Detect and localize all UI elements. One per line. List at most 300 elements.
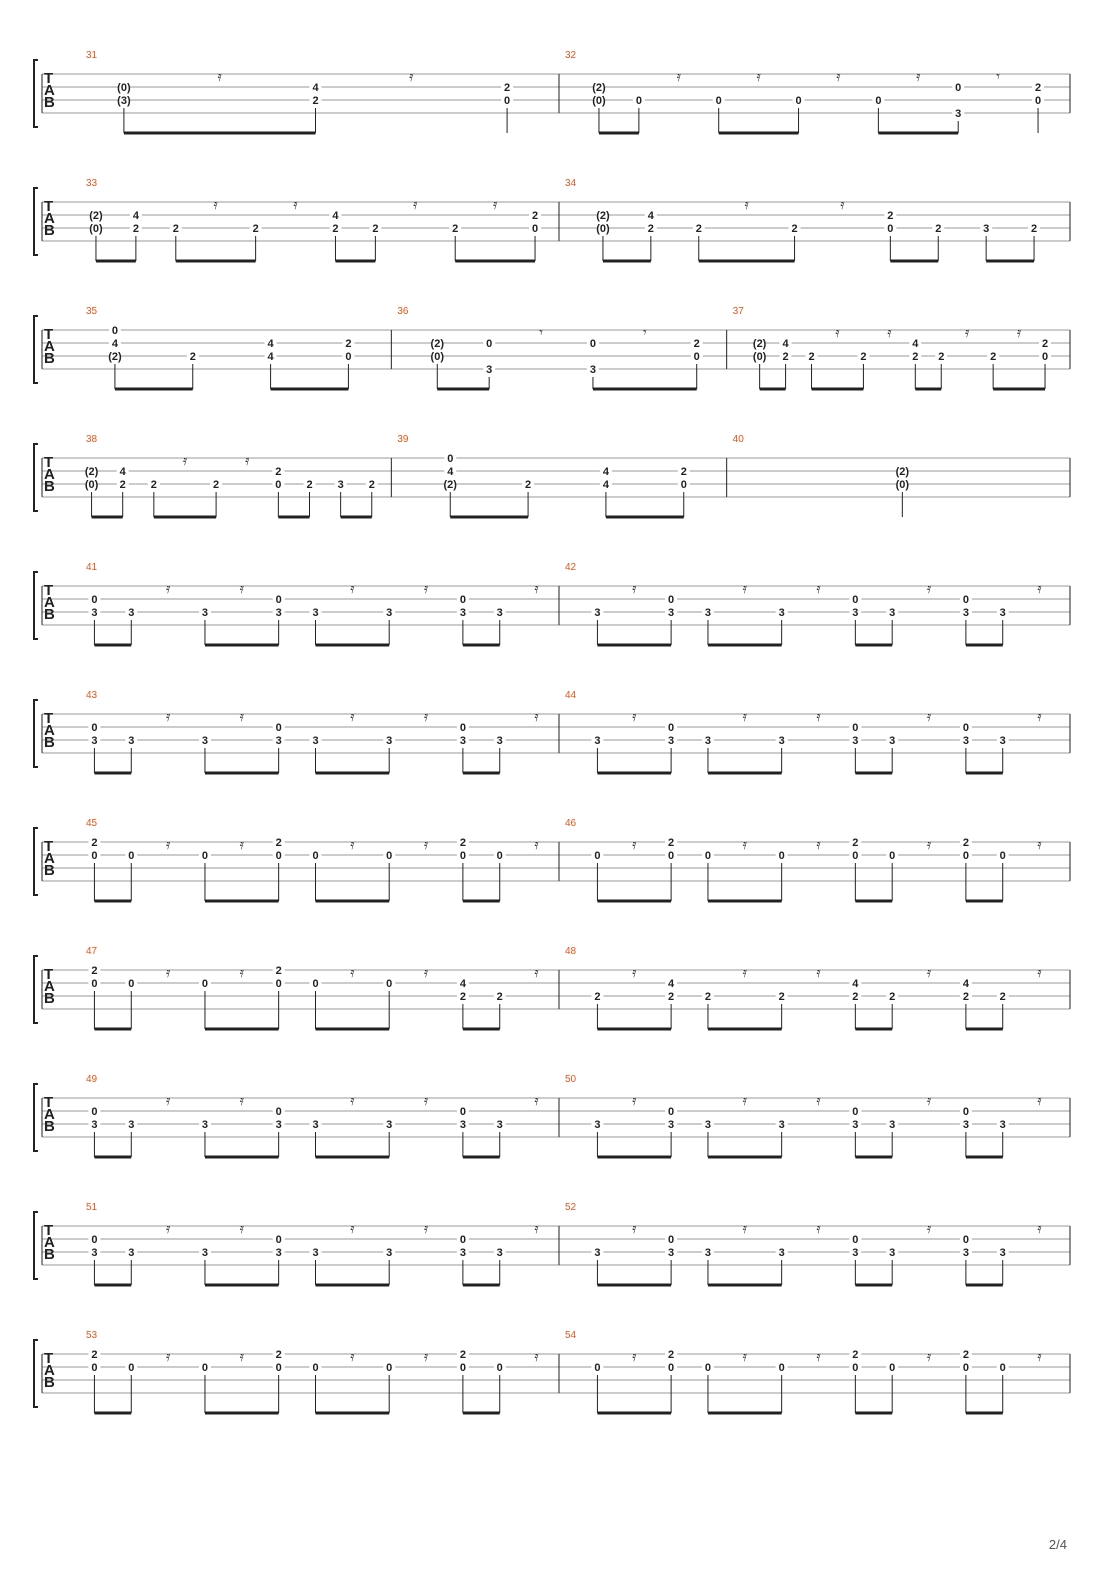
fret-number: 4 <box>447 466 454 478</box>
rest-symbol: 𝄿 <box>182 453 188 469</box>
fret-number: 3 <box>999 735 1006 747</box>
fret-number: 0 <box>275 1106 282 1118</box>
rest-symbol: 𝄿 <box>165 837 171 853</box>
tab-clef-letter: A <box>44 210 55 227</box>
system-bracket <box>34 1212 38 1279</box>
fret-number: 3 <box>128 1247 135 1259</box>
rest-symbol: 𝄿 <box>413 197 418 213</box>
fret-number: 0 <box>531 223 539 235</box>
fret-number: 2 <box>531 210 539 222</box>
fret-number: 0 <box>386 1362 393 1374</box>
tab-clef-letter: T <box>44 710 54 727</box>
fret-number: 0 <box>91 722 98 734</box>
fret-number: 3 <box>704 1247 712 1259</box>
fret-number: 3 <box>983 223 990 235</box>
system-bracket <box>34 60 38 127</box>
fret-number: 0 <box>91 850 98 862</box>
fret-number: 2 <box>306 479 313 491</box>
fret-number: 3 <box>852 1119 859 1131</box>
rest-symbol: 𝄿 <box>1037 965 1042 981</box>
measure-number: 31 <box>86 50 98 61</box>
rest-symbol: 𝄿 <box>165 581 171 597</box>
rest-symbol: 𝄿 <box>742 1093 747 1109</box>
rest-symbol: 𝄿 <box>423 1093 429 1109</box>
fret-number: 3 <box>999 1119 1006 1131</box>
measure-number: 39 <box>397 434 409 445</box>
tab-clef-letter: A <box>44 1234 55 1251</box>
rest-symbol: 𝄿 <box>213 197 218 213</box>
fret-number: 2 <box>504 82 511 94</box>
fret-number: 2 <box>275 965 282 977</box>
fret-number: 0 <box>91 594 98 606</box>
measure-number: 49 <box>86 1074 98 1085</box>
measure-number: 48 <box>565 946 577 957</box>
fret-number: 2 <box>594 991 601 1003</box>
fret-number: 2 <box>887 210 894 222</box>
fret-number: 3 <box>594 1119 601 1131</box>
rest-symbol: 𝄿 <box>632 1221 637 1237</box>
tab-clef-letter: A <box>44 338 55 355</box>
fret-number: 3 <box>889 607 896 619</box>
fret-number: 3 <box>91 1119 98 1131</box>
fret-number: 2 <box>695 223 702 235</box>
fret-number: 2 <box>275 837 282 849</box>
fret-number: 2 <box>275 1349 282 1361</box>
fret-number: 3 <box>668 1119 675 1131</box>
tab-clef-letter: T <box>44 582 54 599</box>
rest-symbol: 𝄿 <box>423 1349 429 1365</box>
fret-number: (0) <box>752 351 767 363</box>
fret-number: 2 <box>1034 82 1042 94</box>
fret-number: 4 <box>962 978 969 990</box>
fret-number: 0 <box>459 1362 466 1374</box>
fret-number: 2 <box>962 991 969 1003</box>
fret-number: 2 <box>778 991 785 1003</box>
fret-number: 4 <box>111 338 118 350</box>
measure-number: 41 <box>86 562 98 573</box>
rest-symbol: 𝄿 <box>926 1093 932 1109</box>
fret-number: 0 <box>955 82 962 94</box>
fret-number: 3 <box>852 1247 859 1259</box>
measure-number: 37 <box>732 306 744 317</box>
rest-symbol: 𝄿 <box>1037 1349 1042 1365</box>
rest-symbol: 𝄿 <box>816 965 821 981</box>
tab-clef-letter: B <box>44 1374 55 1391</box>
fret-number: (0) <box>592 95 606 107</box>
rest-symbol: 𝄿 <box>350 1349 355 1365</box>
fret-number: 2 <box>252 223 259 235</box>
fret-number: 3 <box>201 607 209 619</box>
fret-number: 2 <box>852 837 859 849</box>
fret-number: 2 <box>889 991 896 1003</box>
fret-number: 0 <box>91 1234 98 1246</box>
fret-number: 2 <box>852 991 859 1003</box>
fret-number: (0) <box>89 223 103 235</box>
measure-number: 42 <box>565 562 577 573</box>
rest-symbol: 𝄿 <box>742 837 747 853</box>
fret-number: 0 <box>486 338 493 350</box>
fret-number: 3 <box>704 1119 712 1131</box>
rest-symbol: 𝄿 <box>916 69 921 85</box>
fret-number: 3 <box>594 1247 601 1259</box>
rest-symbol: 𝄿 <box>836 69 841 85</box>
fret-number: 0 <box>962 594 969 606</box>
rest-symbol: 𝄿 <box>926 1221 932 1237</box>
fret-number: 0 <box>459 850 466 862</box>
fret-number: 0 <box>345 351 352 363</box>
fret-number: 3 <box>852 607 859 619</box>
fret-number: 3 <box>999 1247 1006 1259</box>
fret-number: 3 <box>889 1247 896 1259</box>
fret-number: (2) <box>752 338 767 350</box>
fret-number: 0 <box>704 850 712 862</box>
fret-number: 0 <box>459 722 466 734</box>
fret-number: 2 <box>935 223 942 235</box>
fret-number: (2) <box>895 466 910 478</box>
rest-symbol: 𝄿 <box>816 1093 821 1109</box>
tab-clef-letter: T <box>44 198 54 215</box>
rest-symbol: 𝄿 <box>165 965 171 981</box>
fret-number: 3 <box>459 607 466 619</box>
tab-clef-letter: T <box>44 70 54 87</box>
fret-number: 2 <box>459 991 466 1003</box>
rest-symbol: 𝄿 <box>239 1349 244 1365</box>
fret-number: 0 <box>275 978 282 990</box>
fret-number: 0 <box>852 1234 859 1246</box>
fret-number: 0 <box>962 1106 969 1118</box>
fret-number: 3 <box>778 1247 785 1259</box>
fret-number: 0 <box>887 223 894 235</box>
fret-number: 2 <box>1030 223 1038 235</box>
fret-number: 2 <box>452 223 459 235</box>
fret-number: 0 <box>852 722 859 734</box>
fret-number: 3 <box>778 607 785 619</box>
fret-number: 2 <box>459 837 466 849</box>
fret-number: 3 <box>201 1119 209 1131</box>
system-bracket <box>34 1084 38 1151</box>
rest-symbol: 𝄿 <box>165 1349 171 1365</box>
measure-number: 44 <box>565 690 577 701</box>
rest-symbol: 𝄿 <box>492 197 498 213</box>
fret-number: 4 <box>602 479 609 491</box>
tab-clef-letter: A <box>44 978 55 995</box>
tab-clef-letter: T <box>44 838 54 855</box>
fret-number: 0 <box>589 338 597 350</box>
tab-clef-letter: T <box>44 1350 54 1367</box>
fret-number: (0) <box>117 82 131 94</box>
fret-number: 0 <box>459 594 466 606</box>
fret-number: 2 <box>1041 338 1049 350</box>
fret-number: 4 <box>119 466 126 478</box>
fret-number: 2 <box>990 351 997 363</box>
fret-number: (2) <box>108 351 122 363</box>
fret-number: (0) <box>430 351 445 363</box>
tab-clef-letter: B <box>44 606 55 623</box>
measure-number: 35 <box>86 306 98 317</box>
fret-number: 2 <box>150 479 157 491</box>
fret-number: (2) <box>84 466 99 478</box>
fret-number: 3 <box>704 735 712 747</box>
rest-symbol: 𝄿 <box>350 837 355 853</box>
fret-number: 4 <box>267 351 274 363</box>
rest-symbol: 𝄿 <box>1016 325 1022 341</box>
fret-number: 0 <box>795 95 802 107</box>
system-bracket <box>34 572 38 639</box>
rest-symbol: 𝄿 <box>676 69 681 85</box>
fret-number: 3 <box>91 735 98 747</box>
fret-number: 3 <box>459 735 466 747</box>
fret-number: 2 <box>693 338 700 350</box>
rest-symbol: 𝄿 <box>165 709 171 725</box>
rest-symbol: 𝄿 <box>1037 709 1042 725</box>
system-bracket <box>34 828 38 895</box>
fret-number: 3 <box>668 735 675 747</box>
rest-symbol: 𝄿 <box>926 709 932 725</box>
fret-number: 2 <box>647 223 654 235</box>
fret-number: (0) <box>84 479 99 491</box>
tab-clef-letter: T <box>44 1222 54 1239</box>
fret-number: (2) <box>596 210 610 222</box>
tab-clef-letter: B <box>44 350 55 367</box>
rest-symbol: 𝄿 <box>423 965 429 981</box>
fret-number: 0 <box>128 1362 135 1374</box>
fret-number: 3 <box>852 735 859 747</box>
measure-number: 52 <box>565 1202 577 1213</box>
fret-number: 3 <box>128 735 135 747</box>
fret-number: 0 <box>962 722 969 734</box>
fret-number: 0 <box>1041 351 1049 363</box>
fret-number: 0 <box>594 850 601 862</box>
rest-symbol: 𝄿 <box>1037 1221 1042 1237</box>
fret-number: 3 <box>889 1119 896 1131</box>
fret-number: 0 <box>201 850 209 862</box>
fret-number: 0 <box>852 1106 859 1118</box>
rest-symbol: 𝄿 <box>534 965 539 981</box>
measure-number: 32 <box>565 50 577 61</box>
fret-number: 3 <box>201 735 209 747</box>
tab-clef-letter: A <box>44 722 55 739</box>
fret-number: 3 <box>91 607 98 619</box>
tab-clef-letter: B <box>44 862 55 879</box>
fret-number: 3 <box>962 735 969 747</box>
fret-number: 0 <box>504 95 511 107</box>
fret-number: 2 <box>668 837 675 849</box>
measure-number: 47 <box>86 946 98 957</box>
measure-number: 46 <box>565 818 577 829</box>
fret-number: 0 <box>312 1362 319 1374</box>
rest-symbol: 𝄿 <box>632 709 637 725</box>
tab-clef-letter: A <box>44 1362 55 1379</box>
fret-number: 3 <box>486 364 493 376</box>
fret-number: 3 <box>201 1247 209 1259</box>
fret-number: 0 <box>778 850 785 862</box>
fret-number: 4 <box>782 338 789 350</box>
fret-number: 4 <box>332 210 339 222</box>
fret-number: 3 <box>889 735 896 747</box>
fret-number: 2 <box>668 1349 675 1361</box>
tab-clef-letter: T <box>44 1094 54 1111</box>
fret-number: 0 <box>312 850 319 862</box>
fret-number: 0 <box>852 594 859 606</box>
rest-symbol: 𝄾 <box>996 69 1000 85</box>
fret-number: 3 <box>386 1119 393 1131</box>
fret-number: 0 <box>668 1234 675 1246</box>
rest-symbol: 𝄿 <box>534 581 539 597</box>
rest-symbol: 𝄿 <box>409 69 414 85</box>
tab-clef-letter: B <box>44 222 55 239</box>
fret-number: 0 <box>275 850 282 862</box>
fret-number: 3 <box>496 607 503 619</box>
fret-number: 3 <box>999 607 1006 619</box>
tab-clef-letter: B <box>44 94 55 111</box>
measure-number: 50 <box>565 1074 577 1085</box>
fret-number: 2 <box>852 1349 859 1361</box>
fret-number: 0 <box>778 1362 785 1374</box>
system-bracket <box>34 188 38 255</box>
rest-symbol: 𝄿 <box>245 453 250 469</box>
fret-number: 0 <box>852 1362 859 1374</box>
tab-clef-letter: T <box>44 326 54 343</box>
tab-clef-letter: B <box>44 478 55 495</box>
fret-number: 0 <box>275 722 282 734</box>
fret-number: 2 <box>368 479 375 491</box>
fret-number: 0 <box>962 850 969 862</box>
fret-number: 3 <box>594 735 601 747</box>
fret-number: 0 <box>962 1362 969 1374</box>
tab-clef-letter: T <box>44 454 54 471</box>
fret-number: 2 <box>704 991 712 1003</box>
fret-number: 4 <box>668 978 675 990</box>
tab-clef-letter: B <box>44 1246 55 1263</box>
fret-number: 0 <box>386 978 393 990</box>
fret-number: 3 <box>275 607 282 619</box>
fret-number: 3 <box>459 1247 466 1259</box>
rest-symbol: 𝄿 <box>165 1093 171 1109</box>
rest-symbol: 𝄿 <box>1037 837 1042 853</box>
fret-number: 0 <box>635 95 642 107</box>
fret-number: 2 <box>808 351 815 363</box>
tab-clef-letter: A <box>44 594 55 611</box>
fret-number: 2 <box>791 223 798 235</box>
fret-number: 4 <box>852 978 859 990</box>
fret-number: 3 <box>128 1119 135 1131</box>
rest-symbol: 𝄿 <box>423 1221 429 1237</box>
rest-symbol: 𝄿 <box>742 709 747 725</box>
fret-number: 3 <box>778 1119 785 1131</box>
fret-number: (2) <box>592 82 606 94</box>
fret-number: 3 <box>496 735 503 747</box>
fret-number: 2 <box>999 991 1006 1003</box>
fret-number: 2 <box>345 338 352 350</box>
fret-number: 0 <box>275 479 282 491</box>
fret-number: 2 <box>372 223 379 235</box>
fret-number: 3 <box>312 1119 319 1131</box>
fret-number: 2 <box>912 351 919 363</box>
fret-number: 4 <box>602 466 609 478</box>
fret-number: (0) <box>895 479 910 491</box>
fret-number: 0 <box>715 95 722 107</box>
fret-number: 3 <box>312 607 319 619</box>
rest-symbol: 𝄿 <box>239 709 244 725</box>
rest-symbol: 𝄿 <box>350 965 355 981</box>
tab-clef-letter: T <box>44 966 54 983</box>
fret-number: 0 <box>201 1362 209 1374</box>
fret-number: 2 <box>91 965 98 977</box>
fret-number: 0 <box>852 850 859 862</box>
rest-symbol: 𝄾 <box>539 325 543 341</box>
rest-symbol: 𝄿 <box>534 1349 539 1365</box>
rest-symbol: 𝄿 <box>926 1349 932 1365</box>
fret-number: 0 <box>111 325 118 337</box>
fret-number: 3 <box>589 364 597 376</box>
rest-symbol: 𝄿 <box>423 709 429 725</box>
fret-number: 2 <box>525 479 532 491</box>
fret-number: 4 <box>912 338 919 350</box>
fret-number: 2 <box>332 223 339 235</box>
rest-symbol: 𝄿 <box>350 709 355 725</box>
fret-number: 0 <box>999 1362 1006 1374</box>
fret-number: 0 <box>693 351 700 363</box>
rest-symbol: 𝄿 <box>350 1093 355 1109</box>
rest-symbol: 𝄿 <box>632 837 637 853</box>
fret-number: 3 <box>962 607 969 619</box>
rest-symbol: 𝄾 <box>642 325 647 341</box>
fret-number: 0 <box>496 850 503 862</box>
fret-number: 0 <box>91 1106 98 1118</box>
fret-number: 2 <box>938 351 945 363</box>
measure-number: 36 <box>397 306 409 317</box>
rest-symbol: 𝄿 <box>217 69 222 85</box>
rest-symbol: 𝄿 <box>534 709 539 725</box>
fret-number: 2 <box>213 479 220 491</box>
fret-number: 3 <box>962 1119 969 1131</box>
rest-symbol: 𝄿 <box>350 581 355 597</box>
rest-symbol: 𝄿 <box>534 1221 539 1237</box>
fret-number: 0 <box>91 1362 98 1374</box>
fret-number: 2 <box>459 1349 466 1361</box>
rest-symbol: 𝄿 <box>632 581 637 597</box>
rest-symbol: 𝄿 <box>239 1093 244 1109</box>
rest-symbol: 𝄿 <box>632 1349 637 1365</box>
fret-number: 0 <box>668 722 675 734</box>
fret-number: 3 <box>128 607 135 619</box>
fret-number: 0 <box>889 1362 896 1374</box>
fret-number: 3 <box>275 735 282 747</box>
rest-symbol: 𝄿 <box>1037 581 1042 597</box>
rest-symbol: 𝄿 <box>835 325 840 341</box>
fret-number: 0 <box>91 978 98 990</box>
tab-clef-letter: A <box>44 82 55 99</box>
fret-number: 0 <box>680 479 687 491</box>
fret-number: 2 <box>91 837 98 849</box>
fret-number: 3 <box>778 735 785 747</box>
rest-symbol: 𝄿 <box>926 581 932 597</box>
fret-number: 0 <box>275 1362 282 1374</box>
fret-number: 3 <box>91 1247 98 1259</box>
fret-number: 3 <box>496 1247 503 1259</box>
rest-symbol: 𝄿 <box>816 1221 821 1237</box>
rest-symbol: 𝄿 <box>887 325 892 341</box>
fret-number: 2 <box>91 1349 98 1361</box>
rest-symbol: 𝄿 <box>239 965 244 981</box>
fret-number: 3 <box>386 735 393 747</box>
system-bracket <box>34 700 38 767</box>
fret-number: (3) <box>117 95 131 107</box>
measure-number: 40 <box>732 434 744 445</box>
rest-symbol: 𝄿 <box>632 965 637 981</box>
fret-number: 3 <box>668 1247 675 1259</box>
fret-number: 2 <box>496 991 503 1003</box>
